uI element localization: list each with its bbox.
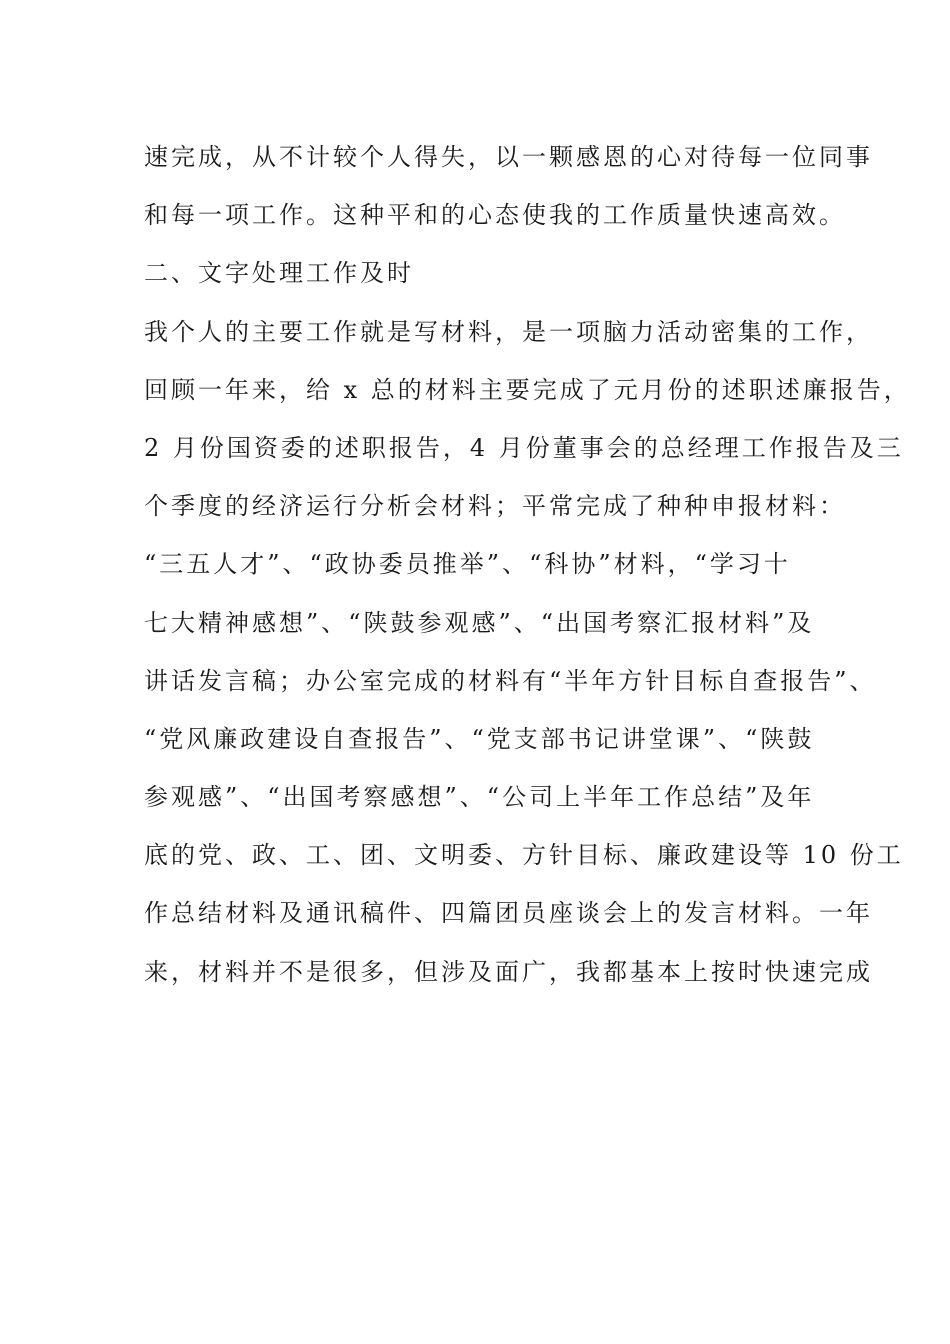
text-line: 我个人的主要工作就是写材料，是一项脑力活动密集的工作，	[144, 317, 873, 346]
text-line: 2 月份国资委的述职报告，4 月份董事会的总经理工作报告及三	[144, 433, 904, 462]
text-line: 讲话发言稿；办公室完成的材料有“半年方针目标自查报告”、	[144, 666, 877, 695]
text-line: 速完成，从不计较个人得失，以一颗感恩的心对待每一位同事	[144, 143, 873, 171]
text-line: 来，材料并不是很多，但涉及面广，我都基本上按时快速完成	[144, 957, 873, 986]
text-line: 七大精神感想”、“陕鼓参观感”、“出国考察汇报材料”及	[144, 608, 815, 637]
text-line: 个季度的经济运行分析会材料；平常完成了种种申报材料：	[144, 492, 846, 521]
text-line: 作总结材料及通讯稿件、四篇团员座谈会上的发言材料。一年	[144, 899, 873, 928]
text-line: 和每一项工作。这种平和的心态使我的工作质量快速高效。	[144, 201, 846, 230]
text-line: “党风廉政建设自查报告”、“党支部书记讲堂课”、“陕鼓	[144, 724, 815, 753]
body-text	[144, 128, 911, 1001]
text-line: 参观感”、“出国考察感想”、“公司上半年工作总结”及年	[144, 783, 815, 812]
text-line: 回顾一年来，给 x 总的材料主要完成了元月份的述职述廉报告，	[144, 375, 911, 404]
section-heading: 二、文字处理工作及时	[144, 259, 414, 288]
text-line: 底的党、政、工、团、文明委、方针目标、廉政建设等 10 份工	[144, 841, 904, 870]
text-line: “三五人才”、“政协委员推举”、“科协”材料，“学习十	[144, 550, 791, 579]
